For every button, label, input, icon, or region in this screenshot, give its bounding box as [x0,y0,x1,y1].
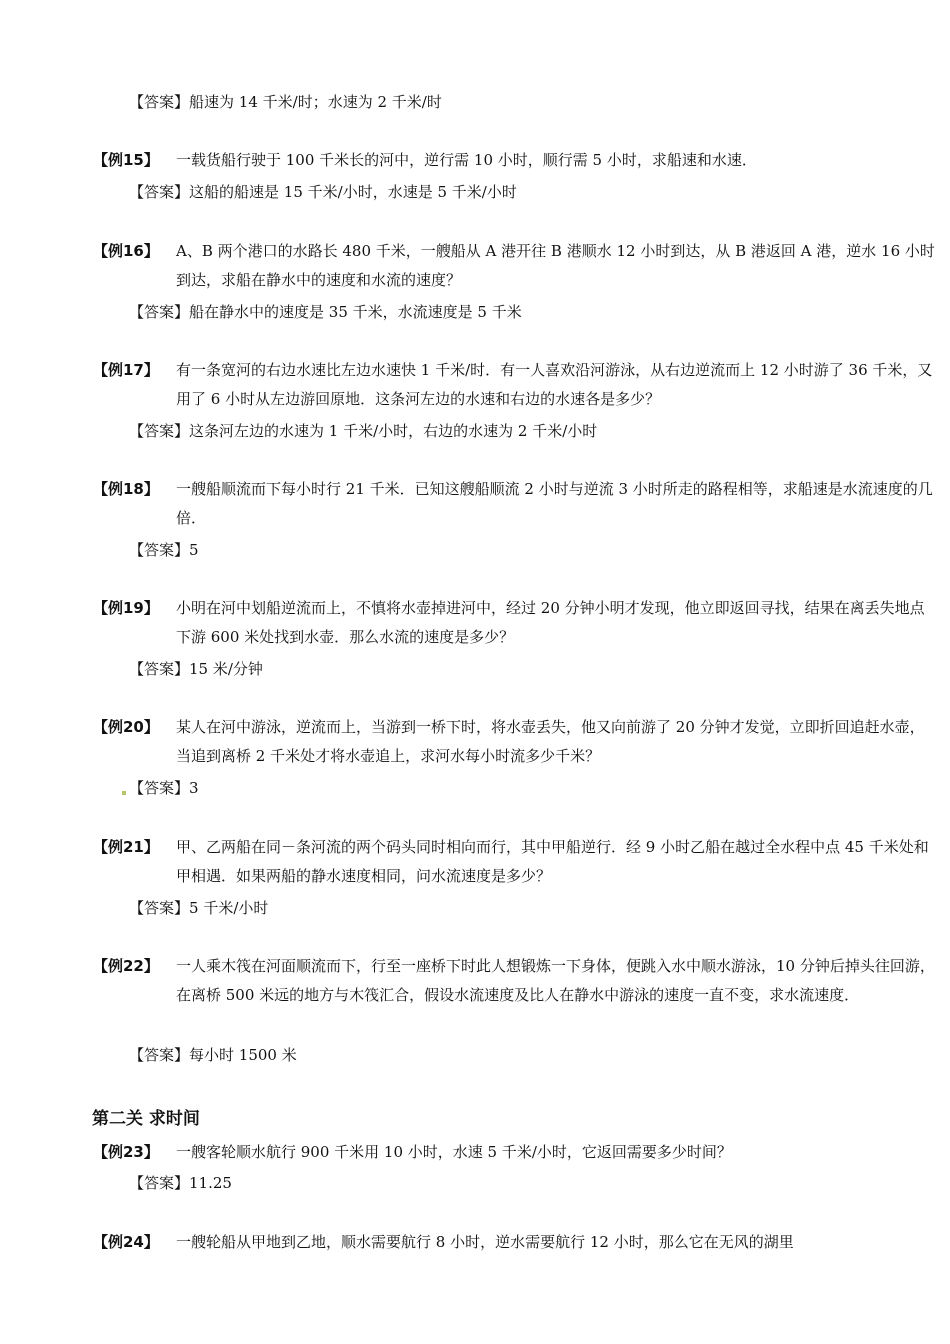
answer-18 [129,540,199,560]
example-19 [93,594,936,652]
answer-text: 5 千米/小时 [189,899,269,917]
example-text: A、B 两个港口的水路长 480 千米，一艘船从 A 港开往 B 港顺水 12 小时到达，从 B 港返回 A 港，逆水 16 小时到达，求船在静水中的速度和水流的速度？ [176,242,935,289]
example-number: 【例15】 [93,151,159,169]
example-24 [93,1228,936,1257]
answer-label: 【答案】 [129,93,190,111]
answer-label: 【答案】 [129,1046,190,1064]
answer-label: 【答案】 [129,779,190,797]
answer-text: 11.25 [189,1174,232,1192]
answer-23 [129,1173,232,1193]
example-number: 【例24】 [93,1233,159,1251]
example-18 [93,475,936,533]
answer-22 [129,1045,297,1065]
section-title: 第二关 求时间 [92,1109,200,1129]
answer-text: 这条河左边的水速为 1 千米/小时，右边的水速为 2 千米/小时 [189,422,598,440]
example-text: 一艘船顺流而下每小时行 21 千米．已知这艘船顺流 2 小时与逆流 3 小时所走的路程相等，求船速是水流速度的几倍． [176,480,933,527]
example-text: 有一条宽河的右边水速比左边水速快 1 千米/时．有一人喜欢沿河游泳，从右边逆流而上 12 小时游了 36 千米，又用了 6 小时从左边游回原地．这条河左边的水速和右边的水速各是多少？ [176,361,933,408]
answer-top [129,92,442,112]
example-text: 某人在河中游泳，逆流而上，当游到一桥下时，将水壶丢失，他又向前游了 20 分钟才发觉，立即折回追赶水壶，当追到离桥 2 千米处才将水壶追上，求河水每小时流多少千米？ [176,718,925,765]
example-number: 【例18】 [93,480,159,498]
example-text: 一艘轮船从甲地到乙地，顺水需要航行 8 小时，逆水需要航行 12 小时，那么它在无风的湖里 [176,1233,794,1251]
example-number: 【例22】 [93,957,159,975]
answer-label: 【答案】 [129,541,190,559]
example-number: 【例19】 [93,599,159,617]
example-number: 【例16】 [93,242,159,260]
answer-17 [129,421,597,441]
answer-15 [129,182,517,202]
answer-21 [129,898,268,918]
example-22 [93,952,936,1010]
answer-text: 5 [189,541,199,559]
example-text: 一艘客轮顺水航行 900 千米用 10 小时，水速 5 千米/小时，它返回需要多少时间？ [176,1143,732,1161]
example-number: 【例21】 [93,838,159,856]
answer-16 [129,302,522,322]
answer-text: 这船的船速是 15 千米/小时，水速是 5 千米/小时 [189,183,517,201]
answer-20 [129,778,199,798]
answer-text: 15 米/分钟 [189,660,263,678]
example-number: 【例23】 [93,1143,159,1161]
answer-label: 【答案】 [129,183,190,201]
answer-label: 【答案】 [129,1174,190,1192]
example-23 [93,1138,936,1167]
example-16 [93,237,936,295]
answer-text: 船在静水中的速度是 35 千米，水流速度是 5 千米 [189,303,522,321]
example-20 [93,713,936,771]
answer-text: 船速为 14 千米/时；水速为 2 千米/时 [189,93,442,111]
example-text: 甲、乙两船在同－条河流的两个码头同时相向而行，其中甲船逆行．经 9 小时乙船在越过全水程中点 45 千米处和甲相遇．如果两船的静水速度相同，问水流速度是多少？ [176,838,929,885]
answer-label: 【答案】 [129,303,190,321]
answer-text: 每小时 1500 米 [189,1046,297,1064]
answer-19 [129,659,263,679]
answer-label: 【答案】 [129,660,190,678]
example-17 [93,356,936,414]
example-text: 一人乘木筏在河面顺流而下，行至一座桥下时此人想锻炼一下身体，便跳入水中顺水游泳，10 分钟后掉头往回游，在离桥 500 米远的地方与木筏汇合，假设水流速度及比人在静水中游泳的速度一直不变，求水流速度． [176,957,935,1004]
example-text: 一载货船行驶于 100 千米长的河中，逆行需 10 小时，顺行需 5 小时，求船速和水速． [176,151,757,169]
answer-text: 3 [189,779,199,797]
example-21 [93,833,936,891]
example-15 [93,146,936,175]
example-number: 【例17】 [93,361,159,379]
stray-mark [122,791,126,795]
example-number: 【例20】 [93,718,159,736]
answer-label: 【答案】 [129,422,190,440]
answer-label: 【答案】 [129,899,190,917]
example-text: 小明在河中划船逆流而上，不慎将水壶掉进河中，经过 20 分钟小明才发现，他立即返回寻找，结果在离丢失地点下游 600 米处找到水壶．那么水流的速度是多少？ [176,599,925,646]
